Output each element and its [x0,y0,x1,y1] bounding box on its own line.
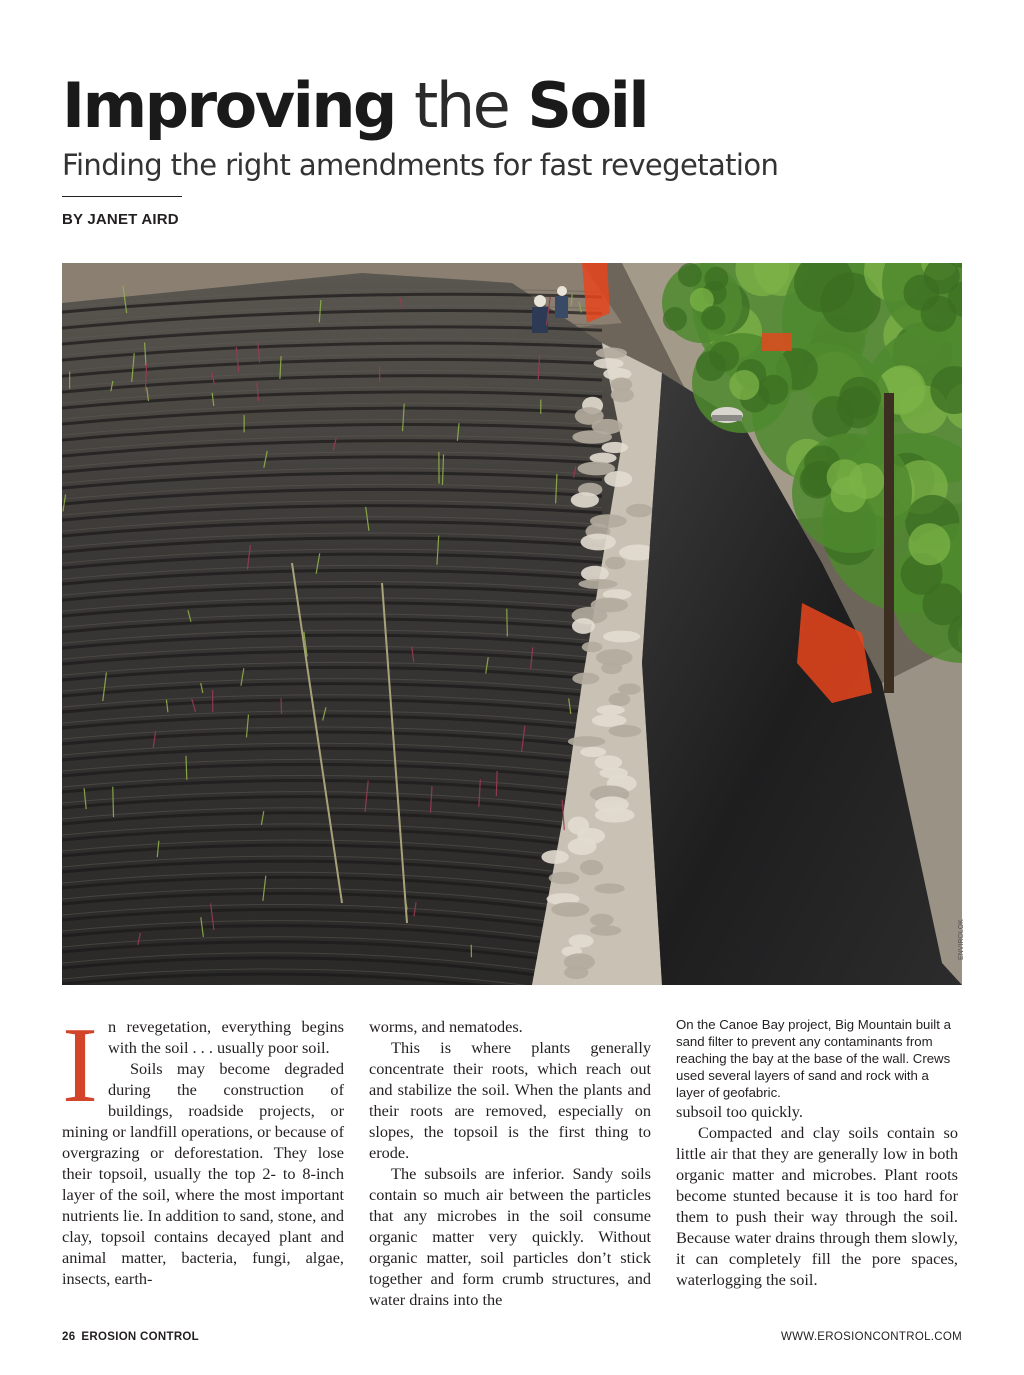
rock-stone [580,747,606,757]
rock-stone [572,673,599,685]
plant-stem [186,756,187,780]
col2-paragraph-3: The subsoils are inferior. Sandy soils contain so much air between the particles that any microbes in the soil consume organic matter very quickly. Without organic matter, soil particles don’t stick together and form crumb structures, and water drains into the [369,1164,651,1309]
wheelbarrow [711,407,743,423]
plant-stem [496,771,497,796]
rock-stone [594,883,624,893]
photo-illustration [62,263,962,985]
subheadline: Finding the right amendments for fast revegetation [62,148,779,182]
col3-paragraph-1: subsoil too quickly. [676,1102,803,1121]
byline: BY JANET AIRD [62,211,179,228]
rock-stone [609,725,642,737]
rock-stone [595,807,635,822]
col1-paragraph-1: n revegetation, everything begins with the soil . . . usually poor soil. [107,1017,344,1057]
foliage-leaf-cluster [701,306,725,330]
rock-stone [596,348,627,359]
rock-stone [568,838,597,855]
rock-stone [595,755,623,769]
page-number: 26 [62,1331,76,1343]
tree-trunk [884,393,894,693]
headline-word-improving: Improving [62,69,395,142]
rock-stone [571,492,599,507]
rock-stone [590,925,621,936]
col2-paragraph-2: This is where plants generally concentrate their roots, which reach out and stabilize the soil. When the plants and their roots are removed, especially on slopes, the topsoil is the first thing to erode. [369,1038,651,1162]
rock-stone [572,430,612,444]
foliage-leaf-cluster [663,307,687,331]
rock-stone [604,471,632,487]
column-2 [369,1016,651,1310]
rock-stone [602,442,629,453]
rock-stone [549,872,580,885]
plant-stem [507,609,508,637]
rock-stone [611,388,634,402]
headline [62,66,647,146]
rock-stone [618,683,641,694]
rock-stone [601,662,622,674]
website-url[interactable]: WWW.EROSIONCONTROL.COM [780,1331,962,1343]
foliage-leaf-cluster [848,463,884,499]
photo-caption: On the Canoe Bay project, Big Mountain built a sand filter to prevent any contaminants from reaching the bay at the base of the wall. Crews used several layers of sand and rock with a layer of geofabric. [676,1017,951,1100]
foliage-leaf-cluster [696,351,726,381]
publication-name: EROSION CONTROL [81,1331,199,1343]
column-3 [676,1016,958,1290]
foliage-leaf-cluster [729,370,759,400]
col3-paragraph-2: Compacted and clay soils contain so little air that they are generally low in both organic matter and microbes. Plant roots become stunted because it is too hard for them to push their way through the soil. Because water drains through them slowly, it can completely fill the pore spaces, waterlogging the soil. [676,1123,958,1289]
rock-stone [580,860,603,875]
rock-stone [582,642,603,653]
rock-stone [569,934,594,947]
rock-stone [603,631,640,643]
foliage-leaf-cluster [908,523,950,565]
article-photo [62,263,962,985]
col1-paragraph-2: Soils may become degraded during the construction of buildings, roadside projects, or mining or landfill operations, or because of overgrazing or deforestation. They lose their topsoil, usually the top 2- to 8-inch layer of the soil, where the most important nutrients lie. In addition to sand, stone, and clay, topsoil contains decayed plant and animal matter, bacteria, fungi, algae, insects, earth- [62,1059,344,1288]
col2-paragraph-1: worms, and nematodes. [369,1017,523,1036]
rock-stone [609,693,631,706]
drop-cap: I [62,1006,98,1125]
rock-stone [581,534,616,551]
column-1 [62,1006,344,1289]
headline-word-the: the [414,69,509,142]
photo-credit: ENVIROLOK [958,919,965,960]
rock-stone [541,850,568,864]
plant-stem [113,787,114,817]
foliage-leaf-cluster [812,396,854,438]
rock-stone [594,358,624,369]
foliage-leaf-cluster [678,263,702,287]
rock-stone [590,914,614,927]
rock-stone [626,504,652,518]
rock-stone [568,736,606,747]
footer-folio [62,1331,199,1343]
rock-stone [581,566,609,581]
rock-stone [572,618,595,634]
rock-stone [605,557,625,570]
rock-stone [578,579,617,589]
rock-stone [564,966,588,979]
rock-stone [592,714,627,727]
headline-word-soil: Soil [527,69,648,142]
rock-stone [597,705,625,715]
rock-stone [551,902,589,917]
title-rule [62,196,182,197]
